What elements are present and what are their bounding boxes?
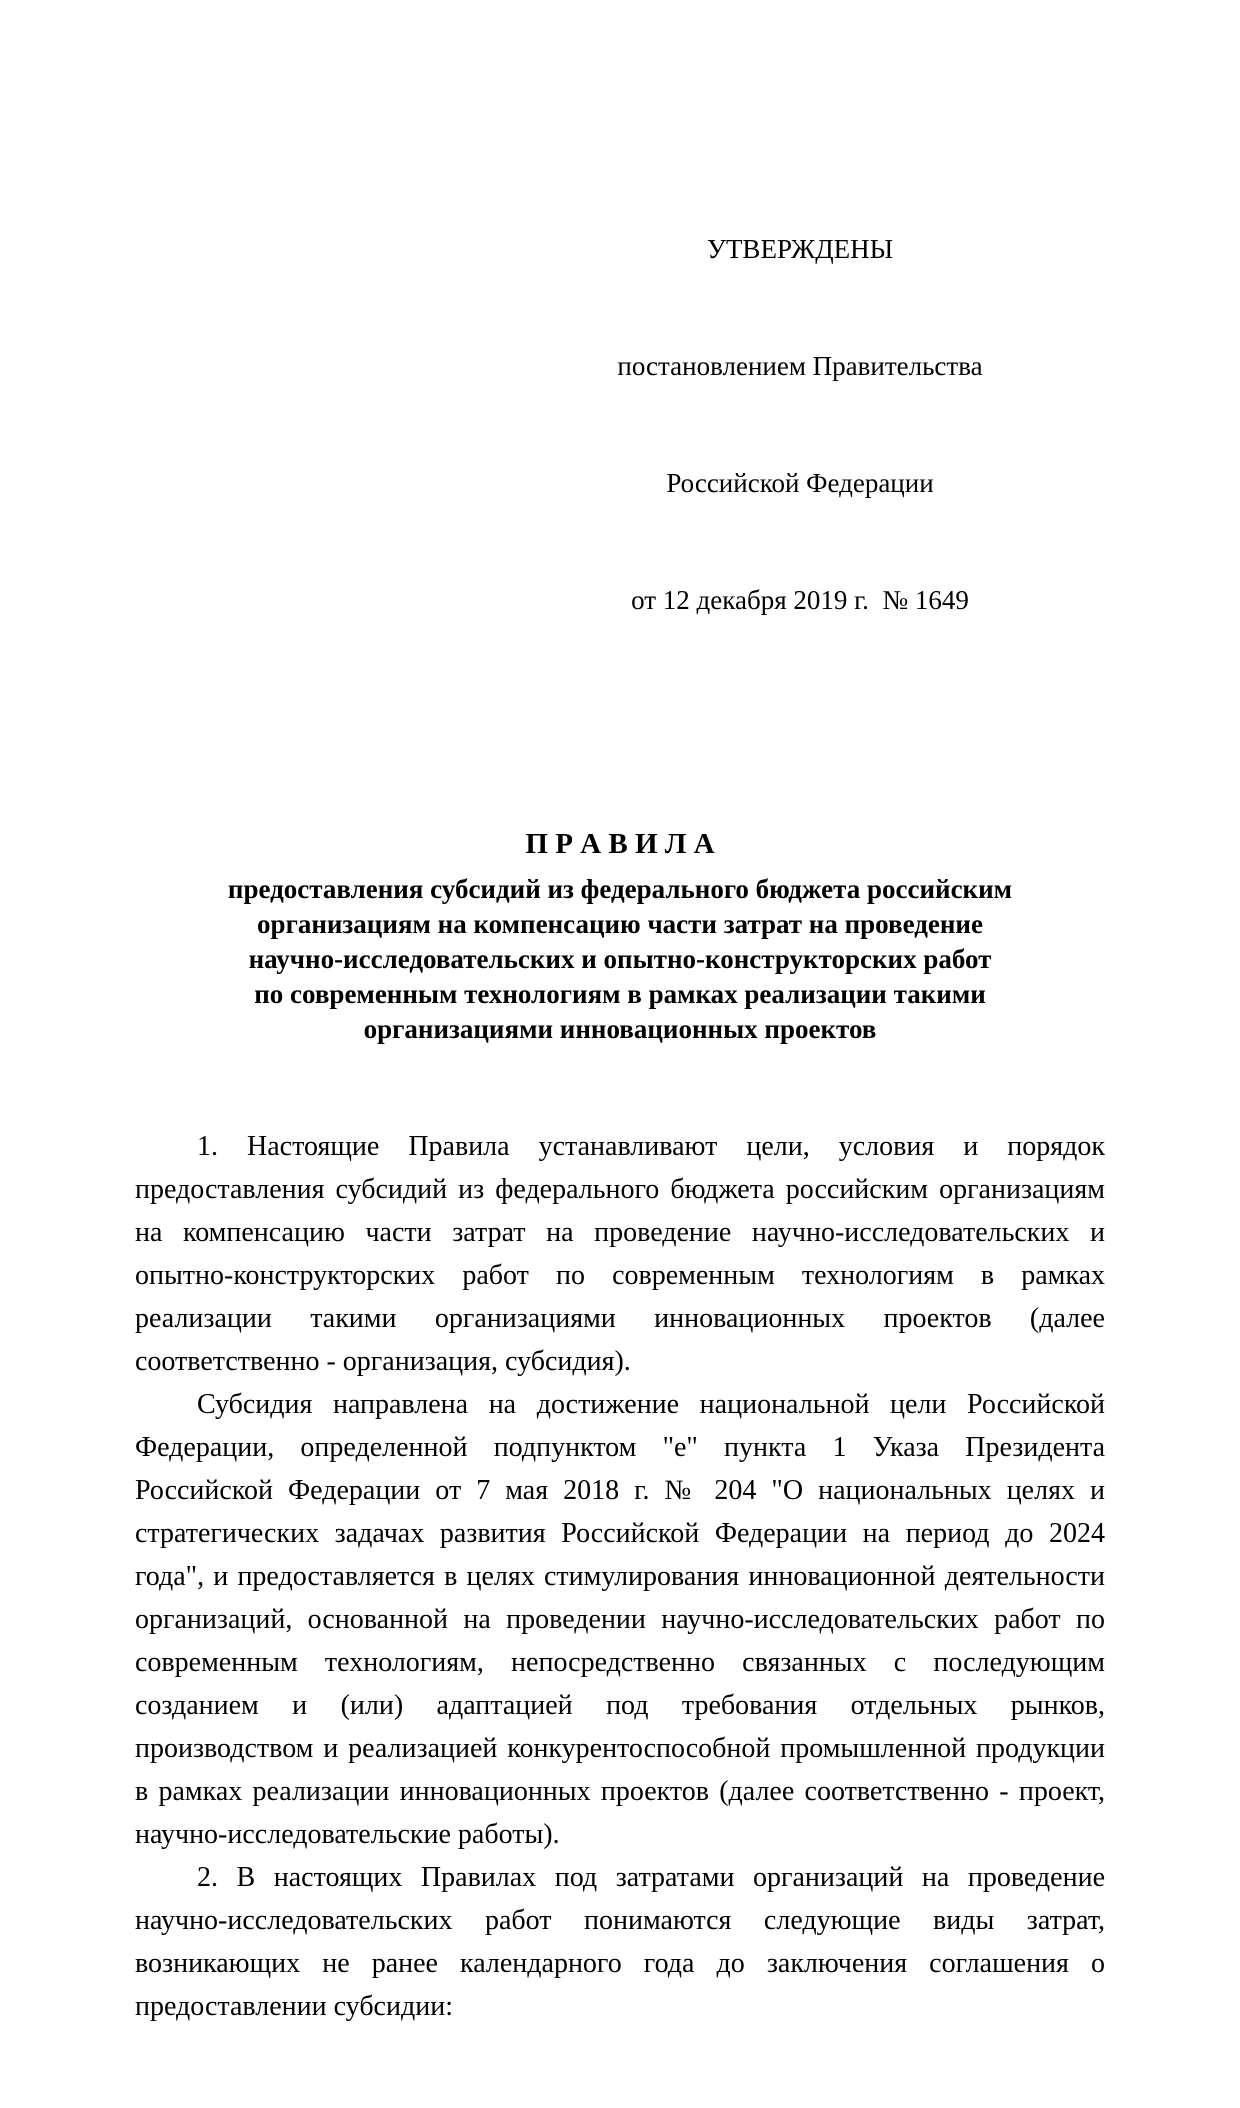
paragraph-2: Субсидия направлена на достижение национальной цели Российской Федерации, определенной подпунктом "е" пункта 1 Указа Президента Российской Федерации от 7 мая 2018 г. № 204 "О национальных целях и стратегических задачах развития Российской Федерации на период до 2024 года", и предоставляется в целях стимулирования инновационной деятельности организаций, основанной на проведении научно-исследовательских работ по современным технологиям, непосредственно связанных с последующим созданием и (или) адаптацией под требования отдельных рынков, производством и реализацией конкурентоспособной промышленной продукции в рамках реализации инновационных проектов (далее соответственно - проект, научно-исследовательские работы).	[135, 1389, 1105, 1850]
approval-line-decree: постановлением Правительства	[617, 351, 983, 381]
approval-block	[615, 152, 985, 698]
subtitle-line: предоставления субсидий из федерального бюджета российским	[227, 874, 1013, 904]
paragraph-1: 1. Настоящие Правила устанавливают цели, условия и порядок предоставления субсидий из федерального бюджета российским организациям на компенсацию части затрат на проведение научно-исследовательских и опытно-конструкторских работ по современным технологиям в рамках реализации такими организациями инновационных проектов (далее соответственно - организация, субсидия).	[135, 1131, 1105, 1377]
title-block	[135, 826, 1105, 1047]
subtitle-line: организациями инновационных проектов	[363, 1014, 877, 1044]
document-body	[135, 1125, 1105, 2028]
approval-line-federation: Российской Федерации	[666, 468, 934, 498]
subtitle-line: по современным технологиям в рамках реализации такими	[254, 979, 986, 1009]
subtitle-line: организациям на компенсацию части затрат на проведение	[257, 909, 983, 939]
subtitle-line: научно-исследовательских и опытно-конструкторских работ	[248, 944, 992, 974]
approval-line-approved: УТВЕРЖДЕНЫ	[706, 234, 894, 264]
paragraph-3: 2. В настоящих Правилах под затратами организаций на проведение научно-исследовательских работ понимаются следующие виды затрат, возникающих не ранее календарного года до заключения соглашения о предоставлении субсидии:	[135, 1862, 1105, 2022]
approval-line-date-number: от 12 декабря 2019 г. № 1649	[631, 585, 969, 615]
document-title: П Р А В И Л А	[525, 828, 715, 860]
